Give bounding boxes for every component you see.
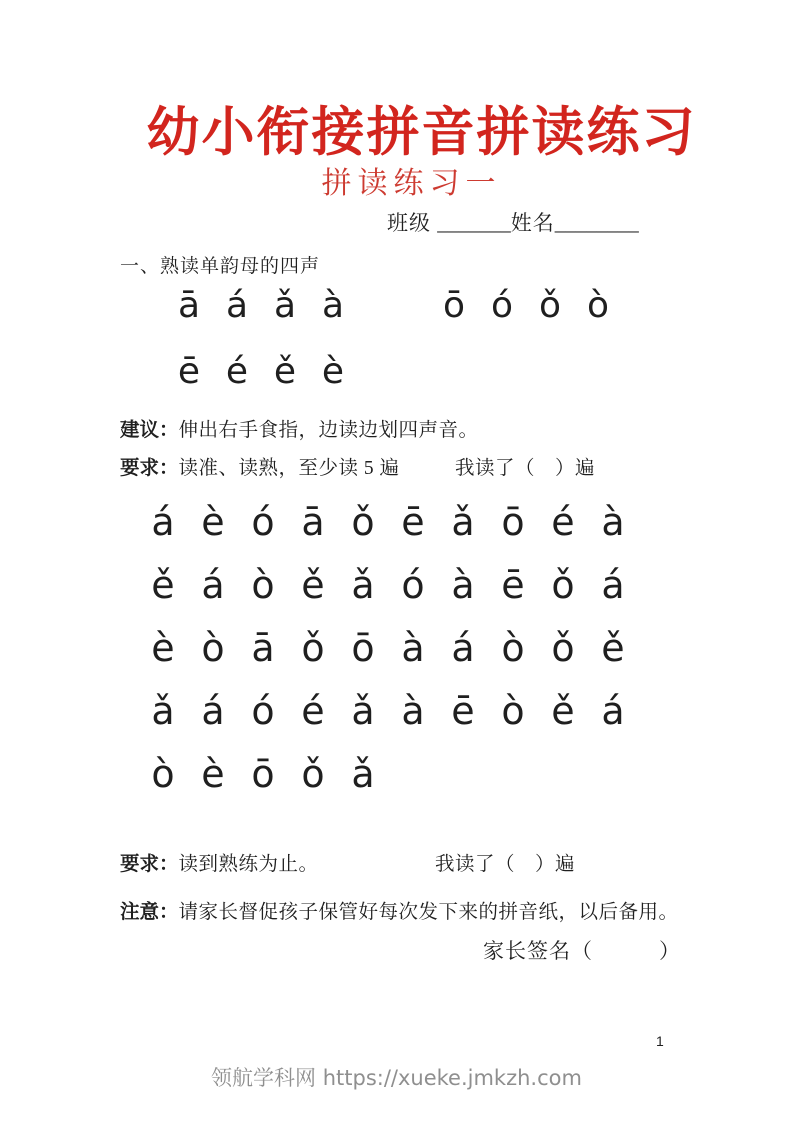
pinyin-letter: é [225, 351, 249, 392]
pinyin-letter: ò [586, 285, 610, 326]
pinyin-letter: ě [273, 351, 297, 392]
pinyin-letter: è [201, 500, 225, 544]
pinyin-letter: è [201, 752, 225, 796]
suggestion-label: 建议： [120, 419, 179, 441]
pinyin-letter: ē [401, 500, 425, 544]
requirement-label: 要求： [120, 457, 179, 479]
pinyin-letter: ǎ [351, 563, 375, 607]
requirement-line-1 [120, 452, 596, 480]
pinyin-letter: ō [442, 285, 466, 326]
pinyin-letter: ě [151, 563, 175, 607]
notice-text: 请家长督促孩子保管好每次发下来的拼音纸，以后备用。 [178, 902, 679, 923]
pinyin-letter: à [401, 689, 425, 733]
requirement-text: 读准、读熟，至少读 5 遍 [178, 458, 400, 479]
pinyin-letter: á [151, 500, 175, 544]
read-count-blank-2: 我读了（ ）遍 [435, 854, 576, 875]
pinyin-letter: ě [301, 563, 325, 607]
requirement-text-2: 读到熟练为止。 [178, 854, 319, 875]
section-one-heading: 一、熟读单韵母的四声 [120, 256, 321, 277]
pinyin-letter: ǒ [301, 626, 325, 670]
practice-grid-row-2 [138, 563, 638, 609]
pinyin-letter: è [151, 626, 175, 670]
pinyin-letter: ǒ [538, 285, 562, 326]
name-blank-field: ________ [554, 211, 639, 235]
pinyin-letter: ó [251, 500, 275, 544]
suggestion-line [120, 414, 479, 442]
pinyin-letter: ē [177, 351, 201, 392]
pinyin-letter: ǎ [151, 689, 175, 733]
pinyin-letter: á [225, 285, 249, 326]
pinyin-letter: ō [501, 500, 525, 544]
student-info-line [387, 207, 639, 237]
pinyin-letter: ē [501, 563, 525, 607]
requirement-line-2 [120, 848, 576, 876]
vowel-tone-row-a [165, 284, 622, 327]
pinyin-letter: ǒ [551, 626, 575, 670]
pinyin-letter: ǒ [301, 752, 325, 796]
practice-grid-row-5 [138, 752, 388, 798]
pinyin-letter: á [201, 689, 225, 733]
pinyin-letter: ò [151, 752, 175, 796]
pinyin-letter: à [401, 626, 425, 670]
pinyin-letter: ò [501, 689, 525, 733]
pinyin-letter: é [301, 689, 325, 733]
pinyin-letter: ě [601, 626, 625, 670]
suggestion-text: 伸出右手食指，边读边划四声音。 [178, 420, 479, 441]
pinyin-letter: ō [351, 626, 375, 670]
pinyin-letter: ǎ [273, 285, 297, 326]
pinyin-letter: ó [401, 563, 425, 607]
e-tones-group [165, 350, 357, 393]
pinyin-letter: ò [251, 563, 275, 607]
read-count-blank: 我读了（ ）遍 [455, 458, 596, 479]
pinyin-letter: ò [201, 626, 225, 670]
pinyin-letter: ā [251, 626, 275, 670]
requirement-label-2: 要求： [120, 853, 179, 875]
pinyin-letter: ā [301, 500, 325, 544]
pinyin-letter: ā [177, 285, 201, 326]
pinyin-letter: ǎ [451, 500, 475, 544]
pinyin-letter: ó [490, 285, 514, 326]
pinyin-letter: á [201, 563, 225, 607]
pinyin-letter: ò [501, 626, 525, 670]
pinyin-letter: ǒ [551, 563, 575, 607]
class-blank-field: _______ [437, 211, 511, 235]
vowel-tone-row-b [165, 350, 357, 393]
pinyin-letter: à [601, 500, 625, 544]
pinyin-letter: á [601, 563, 625, 607]
pinyin-letter: é [551, 500, 575, 544]
pinyin-letter: ó [251, 689, 275, 733]
practice-grid-row-1 [138, 500, 638, 546]
pinyin-letter: ō [251, 752, 275, 796]
a-tones-group [165, 284, 357, 327]
notice-line [120, 896, 679, 924]
pinyin-letter: ǒ [351, 500, 375, 544]
pinyin-letter: ě [551, 689, 575, 733]
page-title: 幼小衔接拼音拼读练习 [146, 103, 697, 162]
pinyin-letter: è [321, 351, 345, 392]
practice-grid-row-3 [138, 626, 638, 672]
class-label: 班级 [387, 211, 431, 235]
site-watermark: 领航学科网 https://xueke.jmkzh.com [211, 1066, 582, 1090]
notice-label: 注意： [120, 901, 179, 923]
pinyin-letter: á [601, 689, 625, 733]
page-number: 1 [656, 1033, 664, 1049]
pinyin-letter: ē [451, 689, 475, 733]
name-label: 姓名 [510, 211, 555, 235]
pinyin-letter: ǎ [351, 689, 375, 733]
parent-signature-blank: 家长签名（ ） [483, 939, 681, 963]
o-tones-group [430, 284, 622, 327]
practice-grid-row-4 [138, 689, 638, 735]
pinyin-letter: ǎ [351, 752, 375, 796]
pinyin-letter: à [451, 563, 475, 607]
page-subtitle: 拼读练习一 [321, 167, 502, 200]
pinyin-letter: á [451, 626, 475, 670]
pinyin-letter: à [321, 285, 345, 326]
